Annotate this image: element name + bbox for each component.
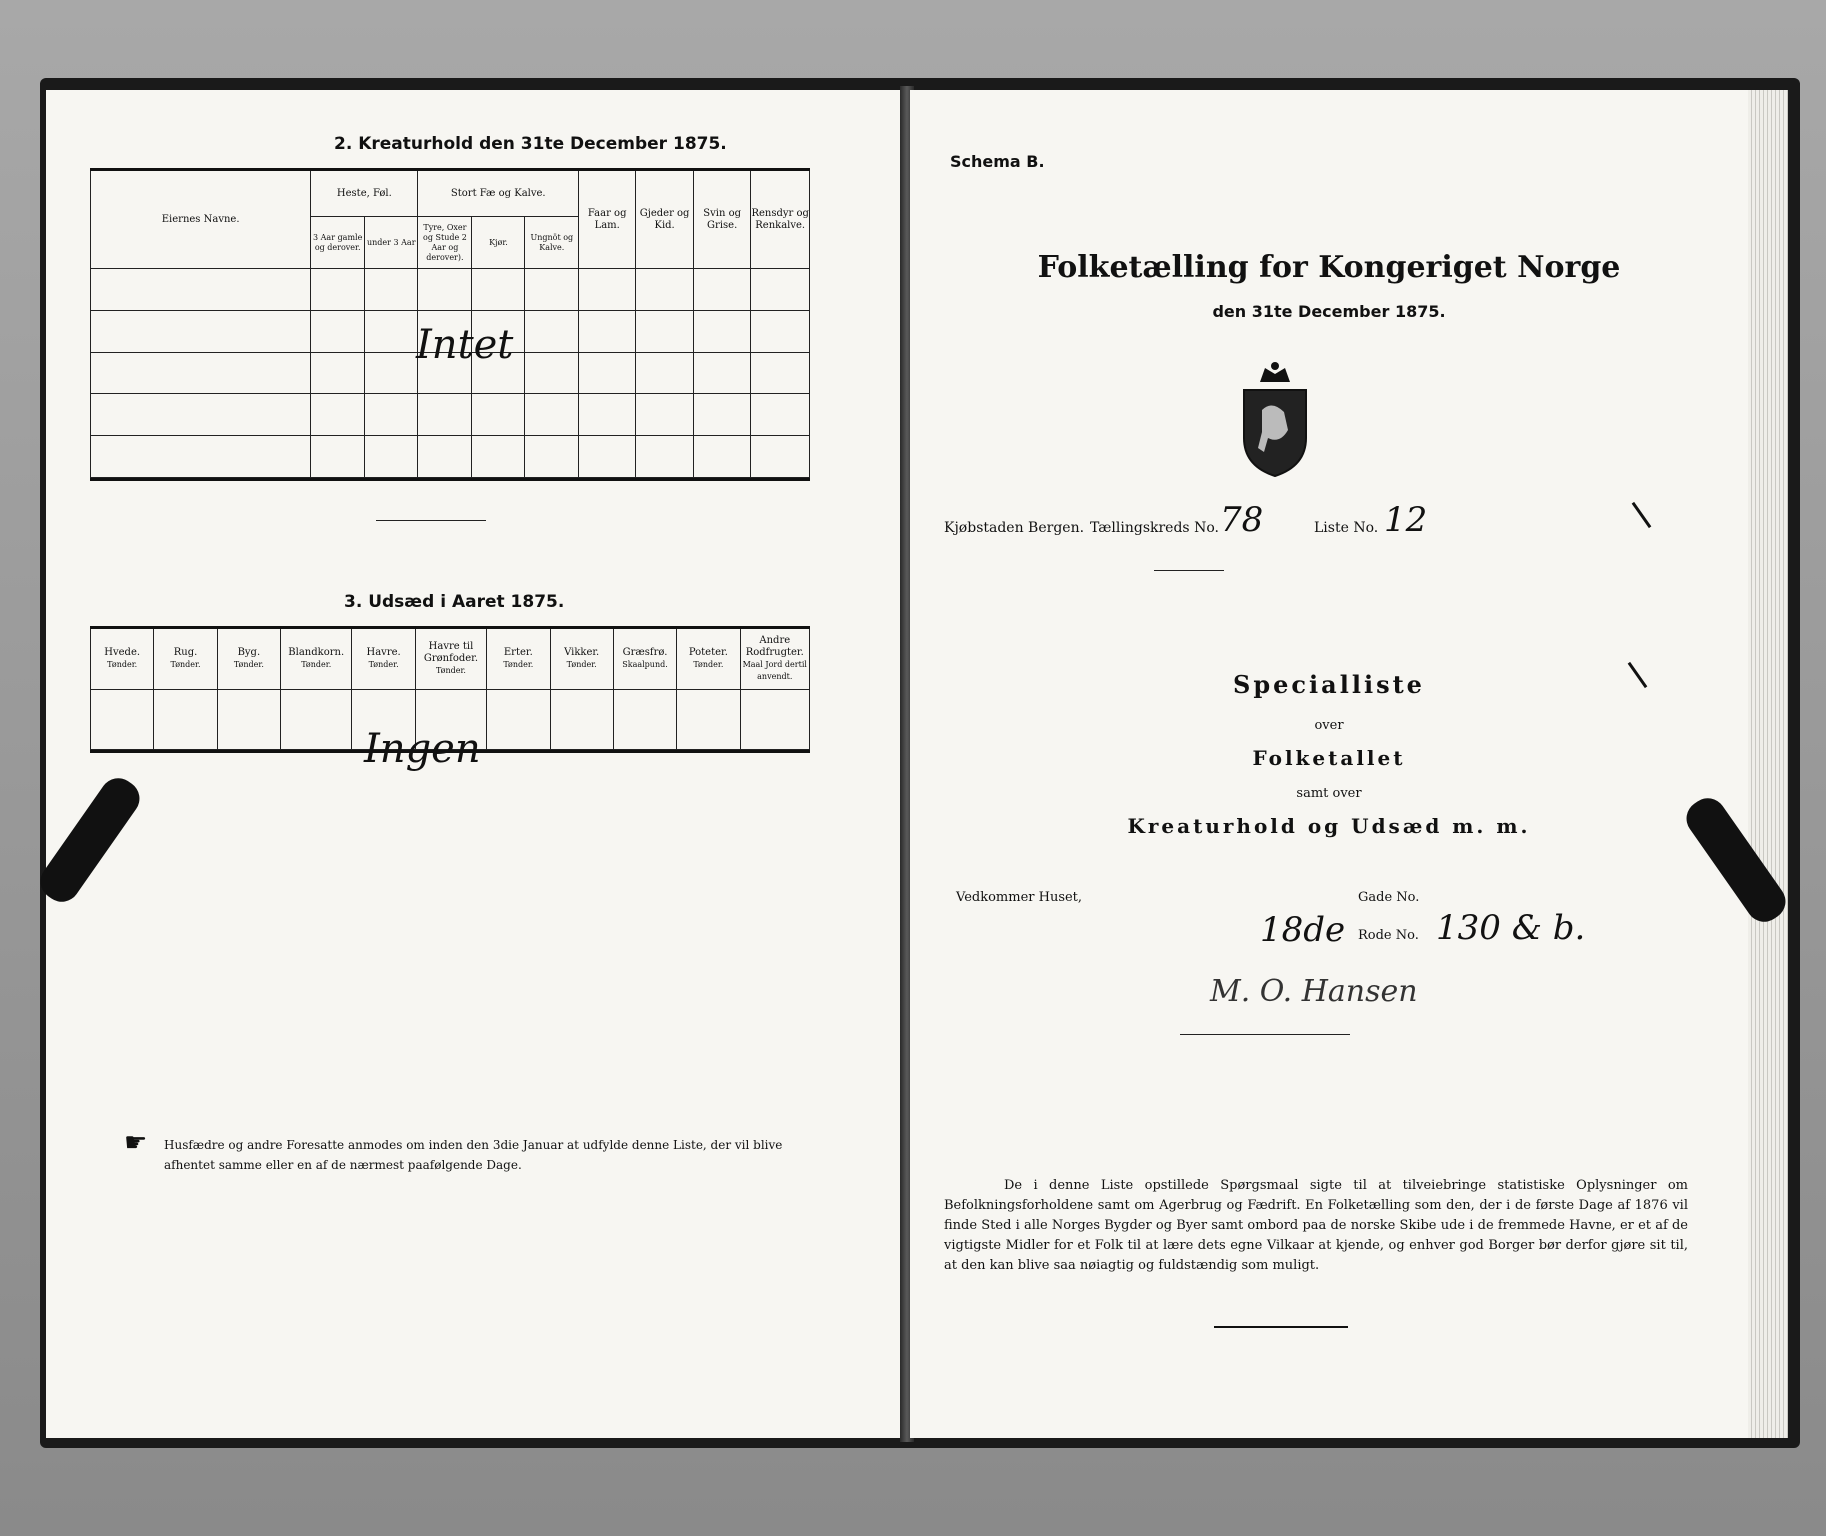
- pointing-hand-icon: ☛: [124, 1128, 148, 1158]
- main-heading: Folketælling for Kongeriget Norge: [1037, 250, 1621, 285]
- list-number: 12: [1384, 500, 1428, 540]
- col-blandkorn: Blandkorn. Tønder.: [281, 628, 352, 690]
- handwritten-intet: Intet: [416, 322, 514, 368]
- table-row: [91, 394, 810, 436]
- table-row: [91, 269, 810, 311]
- col-erter: Erter. Tønder.: [487, 628, 550, 690]
- handwritten-ingen: Ingen: [364, 726, 481, 772]
- reindeer-header: Rensdyr og Renkalve.: [751, 170, 810, 269]
- kreaturhold-title: Kreaturhold og Udsæd m. m.: [1127, 814, 1531, 838]
- over-label: over: [1314, 718, 1344, 733]
- street-number: 18de: [1260, 910, 1346, 950]
- divider: [376, 520, 486, 521]
- heading-date: den 31te December 1875.: [1212, 302, 1446, 321]
- coat-of-arms-icon: [1230, 360, 1320, 480]
- horses-sub1: 3 Aar gamle og derover.: [311, 217, 365, 269]
- col-graesfro: Græsfrø. Skaalpund.: [613, 628, 676, 690]
- left-page: [46, 90, 904, 1438]
- col-rodfrugter: Andre Rodfrugter. Maal Jord dertil anvendt.: [740, 628, 809, 690]
- signature-line: [1180, 1034, 1350, 1035]
- footnote-line2: afhentet samme eller en af de nærmest paafølgende Dage.: [164, 1158, 522, 1172]
- footnote-line1: Husfædre og andre Foresatte anmodes om inden den 3die Januar at udfylde denne Liste, der vil blive: [164, 1138, 783, 1152]
- goats-header: Gjeder og Kid.: [636, 170, 694, 269]
- divider: [1154, 570, 1224, 571]
- section2-title: 2. Kreaturhold den 31te December 1875.: [334, 134, 727, 154]
- district-number: 78: [1220, 500, 1264, 540]
- horses-header: Heste, Føl.: [311, 170, 418, 217]
- col-vikker: Vikker. Tønder.: [550, 628, 613, 690]
- section3-title: 3. Udsæd i Aaret 1875.: [344, 592, 565, 612]
- sheep-header: Faar og Lam.: [579, 170, 636, 269]
- table-row: [91, 436, 810, 478]
- schema-label: Schema B.: [950, 152, 1045, 171]
- col-rug: Rug. Tønder.: [154, 628, 217, 690]
- rode-number: 130 & b.: [1436, 908, 1586, 948]
- cattle-sub3: Ungnöt og Kalve.: [525, 217, 579, 269]
- vedkommer-label: Vedkommer Huset,: [956, 890, 1083, 905]
- location-label: Kjøbstaden Bergen.: [944, 520, 1085, 536]
- gade-label: Gade No.: [1358, 890, 1420, 905]
- table2-bottom-rule: [90, 478, 810, 481]
- col-byg: Byg. Tønder.: [217, 628, 280, 690]
- cattle-header: Stort Fæ og Kalve.: [418, 170, 579, 217]
- explanatory-paragraph: De i denne Liste opstillede Spørgsmaal sigte til at tilveiebringe statistiske Oplysninger om Befolkningsforholdene samt om Agerbrug og Fædrift. En Folketælling som den, der i de første Dage af 1876 vil finde Sted i alle Norges Bygder og Byer samt ombord paa de norske Skibe ude i de fremmede Havne, er et af de vigtigste Midler for et Folk til at lære dets egne Vilkaar at kjende, og enhver god Borger bør derfor gjøre sit til, at den kan blive saa nøiagtig og fuldstændig som muligt.: [944, 1178, 1688, 1273]
- pigs-header: Svin og Grise.: [693, 170, 750, 269]
- specialliste-title: Specialliste: [1233, 670, 1425, 699]
- col-havre: Havre. Tønder.: [352, 628, 415, 690]
- cattle-sub1: Tyre, Oxer og Stude 2 Aar og derover).: [418, 217, 472, 269]
- bottom-rule: [1214, 1326, 1348, 1328]
- owner-header: Eiernes Navne.: [91, 170, 311, 269]
- folketallet-title: Folketallet: [1252, 746, 1406, 770]
- col-poteter: Poteter. Tønder.: [677, 628, 740, 690]
- samt-over-label: samt over: [1296, 786, 1362, 801]
- page-stack-edge: [1748, 90, 1788, 1438]
- signature: M. O. Hansen: [1210, 974, 1418, 1009]
- district-label: Tællingskreds No.: [1090, 520, 1219, 536]
- col-hvede: Hvede. Tønder.: [91, 628, 154, 690]
- cattle-sub2: Kjør.: [472, 217, 525, 269]
- list-label: Liste No.: [1314, 520, 1379, 536]
- col-havre-gronfoder: Havre til Grønfoder. Tønder.: [415, 628, 486, 690]
- right-page: [910, 90, 1748, 1438]
- horses-sub2: under 3 Aar: [365, 217, 418, 269]
- rode-label: Rode No.: [1358, 928, 1419, 943]
